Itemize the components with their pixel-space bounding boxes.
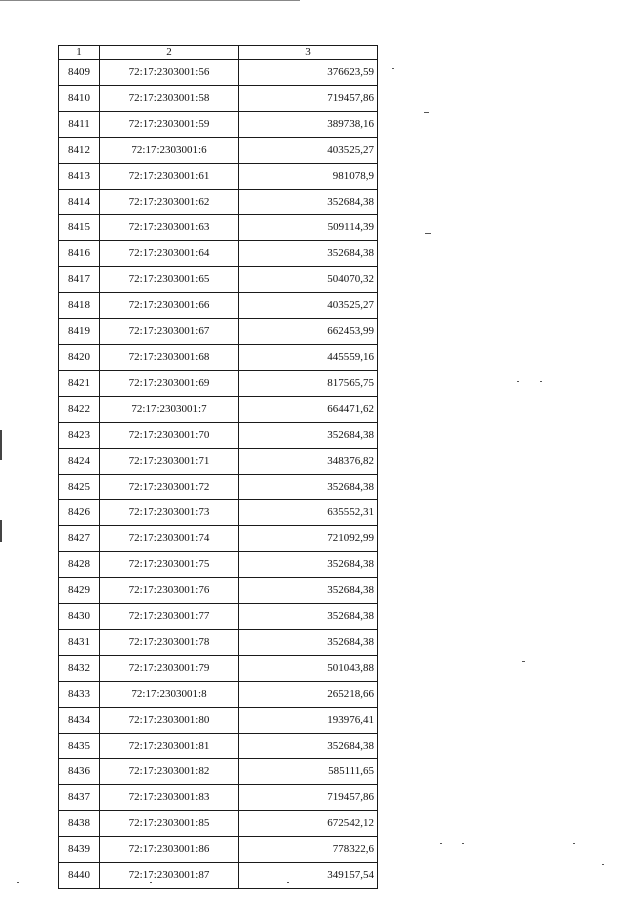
value-cell: 352684,38 — [239, 474, 378, 500]
table-row — [59, 707, 378, 733]
row-number-cell: 8427 — [59, 526, 100, 552]
value-cell: 662453,99 — [239, 319, 378, 345]
table-row — [59, 526, 378, 552]
scan-speck — [424, 112, 429, 113]
value-cell: 664471,62 — [239, 396, 378, 422]
value-cell: 265218,66 — [239, 681, 378, 707]
cadastral-number-cell: 72:17:2303001:69 — [100, 370, 239, 396]
column-header-3: 3 — [239, 46, 378, 60]
row-number-cell: 8422 — [59, 396, 100, 422]
column-header-1: 1 — [59, 46, 100, 60]
row-number-cell: 8440 — [59, 863, 100, 889]
value-cell: 389738,16 — [239, 111, 378, 137]
cadastral-number-cell: 72:17:2303001:74 — [100, 526, 239, 552]
cadastral-number-cell: 72:17:2303001:59 — [100, 111, 239, 137]
row-number-cell: 8423 — [59, 422, 100, 448]
row-number-cell: 8436 — [59, 759, 100, 785]
row-number-cell: 8410 — [59, 85, 100, 111]
value-cell: 504070,32 — [239, 267, 378, 293]
scan-speck — [17, 882, 19, 883]
value-cell: 403525,27 — [239, 293, 378, 319]
value-cell: 352684,38 — [239, 552, 378, 578]
table-row — [59, 241, 378, 267]
value-cell: 817565,75 — [239, 370, 378, 396]
value-cell: 352684,38 — [239, 241, 378, 267]
cadastral-number-cell: 72:17:2303001:67 — [100, 319, 239, 345]
value-cell: 445559,16 — [239, 344, 378, 370]
value-cell: 193976,41 — [239, 707, 378, 733]
value-cell: 352684,38 — [239, 629, 378, 655]
value-cell: 778322,6 — [239, 837, 378, 863]
scan-speck — [602, 864, 604, 865]
value-cell: 509114,39 — [239, 215, 378, 241]
value-cell: 348376,82 — [239, 448, 378, 474]
cadastral-number-cell: 72:17:2303001:56 — [100, 60, 239, 86]
row-number-cell: 8430 — [59, 604, 100, 630]
cadastral-number-cell: 72:17:2303001:8 — [100, 681, 239, 707]
table-row — [59, 733, 378, 759]
row-number-cell: 8433 — [59, 681, 100, 707]
cadastral-number-cell: 72:17:2303001:85 — [100, 811, 239, 837]
cadastral-number-cell: 72:17:2303001:86 — [100, 837, 239, 863]
cadastral-number-cell: 72:17:2303001:77 — [100, 604, 239, 630]
table-row — [59, 267, 378, 293]
row-number-cell: 8416 — [59, 241, 100, 267]
row-number-cell: 8428 — [59, 552, 100, 578]
row-number-cell: 8417 — [59, 267, 100, 293]
scan-speck — [540, 381, 542, 382]
row-number-cell: 8432 — [59, 655, 100, 681]
cadastral-number-cell: 72:17:2303001:73 — [100, 500, 239, 526]
value-cell: 352684,38 — [239, 604, 378, 630]
cadastral-number-cell: 72:17:2303001:65 — [100, 267, 239, 293]
value-cell: 719457,86 — [239, 785, 378, 811]
table-row — [59, 370, 378, 396]
table-row — [59, 448, 378, 474]
value-cell: 403525,27 — [239, 137, 378, 163]
cadastral-number-cell: 72:17:2303001:58 — [100, 85, 239, 111]
scan-speck — [287, 882, 289, 883]
cadastral-number-cell: 72:17:2303001:72 — [100, 474, 239, 500]
table-row — [59, 785, 378, 811]
row-number-cell: 8437 — [59, 785, 100, 811]
scan-speck — [517, 381, 519, 382]
column-header-2: 2 — [100, 46, 239, 60]
cadastral-number-cell: 72:17:2303001:76 — [100, 578, 239, 604]
value-cell: 719457,86 — [239, 85, 378, 111]
value-cell: 635552,31 — [239, 500, 378, 526]
table-row — [59, 396, 378, 422]
cadastral-number-cell: 72:17:2303001:83 — [100, 785, 239, 811]
table-row — [59, 863, 378, 889]
row-number-cell: 8411 — [59, 111, 100, 137]
row-number-cell: 8413 — [59, 163, 100, 189]
table-row — [59, 552, 378, 578]
value-cell: 672542,12 — [239, 811, 378, 837]
table-row — [59, 604, 378, 630]
value-cell: 721092,99 — [239, 526, 378, 552]
cadastral-number-cell: 72:17:2303001:78 — [100, 629, 239, 655]
row-number-cell: 8425 — [59, 474, 100, 500]
cadastral-number-cell: 72:17:2303001:62 — [100, 189, 239, 215]
table-row — [59, 474, 378, 500]
cadastral-number-cell: 72:17:2303001:87 — [100, 863, 239, 889]
value-cell: 352684,38 — [239, 578, 378, 604]
table-row — [59, 163, 378, 189]
cadastral-number-cell: 72:17:2303001:68 — [100, 344, 239, 370]
value-cell: 376623,59 — [239, 60, 378, 86]
cadastral-number-cell: 72:17:2303001:80 — [100, 707, 239, 733]
value-cell: 352684,38 — [239, 422, 378, 448]
scan-left-mark — [0, 430, 2, 460]
row-number-cell: 8412 — [59, 137, 100, 163]
row-number-cell: 8414 — [59, 189, 100, 215]
table-row — [59, 681, 378, 707]
scan-speck — [462, 843, 464, 844]
table-row — [59, 60, 378, 86]
cadastral-number-cell: 72:17:2303001:71 — [100, 448, 239, 474]
table-row — [59, 422, 378, 448]
row-number-cell: 8420 — [59, 344, 100, 370]
table-row — [59, 578, 378, 604]
scan-left-mark — [0, 520, 2, 542]
cadastral-number-cell: 72:17:2303001:64 — [100, 241, 239, 267]
scan-speck — [522, 661, 525, 662]
cadastral-number-cell: 72:17:2303001:61 — [100, 163, 239, 189]
table-header-row — [59, 46, 378, 60]
value-cell: 352684,38 — [239, 189, 378, 215]
row-number-cell: 8438 — [59, 811, 100, 837]
scan-top-edge — [0, 0, 300, 1]
row-number-cell: 8419 — [59, 319, 100, 345]
row-number-cell: 8418 — [59, 293, 100, 319]
scan-speck — [392, 68, 394, 69]
row-number-cell: 8426 — [59, 500, 100, 526]
row-number-cell: 8421 — [59, 370, 100, 396]
table-row — [59, 759, 378, 785]
row-number-cell: 8431 — [59, 629, 100, 655]
cadastral-number-cell: 72:17:2303001:70 — [100, 422, 239, 448]
table-row — [59, 189, 378, 215]
scan-speck — [425, 233, 431, 234]
table-row — [59, 293, 378, 319]
scan-speck — [573, 843, 575, 844]
cadastral-number-cell: 72:17:2303001:81 — [100, 733, 239, 759]
table-row — [59, 655, 378, 681]
cadastral-number-cell: 72:17:2303001:75 — [100, 552, 239, 578]
value-cell: 501043,88 — [239, 655, 378, 681]
cadastral-number-cell: 72:17:2303001:7 — [100, 396, 239, 422]
table-row — [59, 344, 378, 370]
scan-speck — [150, 882, 152, 883]
row-number-cell: 8434 — [59, 707, 100, 733]
table-row — [59, 85, 378, 111]
value-cell: 349157,54 — [239, 863, 378, 889]
cadastral-number-cell: 72:17:2303001:6 — [100, 137, 239, 163]
row-number-cell: 8435 — [59, 733, 100, 759]
cadastral-number-cell: 72:17:2303001:63 — [100, 215, 239, 241]
cadastral-value-table — [58, 45, 378, 889]
value-cell: 981078,9 — [239, 163, 378, 189]
cadastral-number-cell: 72:17:2303001:79 — [100, 655, 239, 681]
table-row — [59, 137, 378, 163]
row-number-cell: 8439 — [59, 837, 100, 863]
row-number-cell: 8424 — [59, 448, 100, 474]
table-row — [59, 811, 378, 837]
value-cell: 585111,65 — [239, 759, 378, 785]
cadastral-number-cell: 72:17:2303001:66 — [100, 293, 239, 319]
cadastral-number-cell: 72:17:2303001:82 — [100, 759, 239, 785]
table-row — [59, 215, 378, 241]
table-row — [59, 500, 378, 526]
table-row — [59, 111, 378, 137]
row-number-cell: 8415 — [59, 215, 100, 241]
scan-speck — [440, 843, 442, 844]
row-number-cell: 8409 — [59, 60, 100, 86]
row-number-cell: 8429 — [59, 578, 100, 604]
value-cell: 352684,38 — [239, 733, 378, 759]
table-row — [59, 319, 378, 345]
table-row — [59, 837, 378, 863]
table-row — [59, 629, 378, 655]
